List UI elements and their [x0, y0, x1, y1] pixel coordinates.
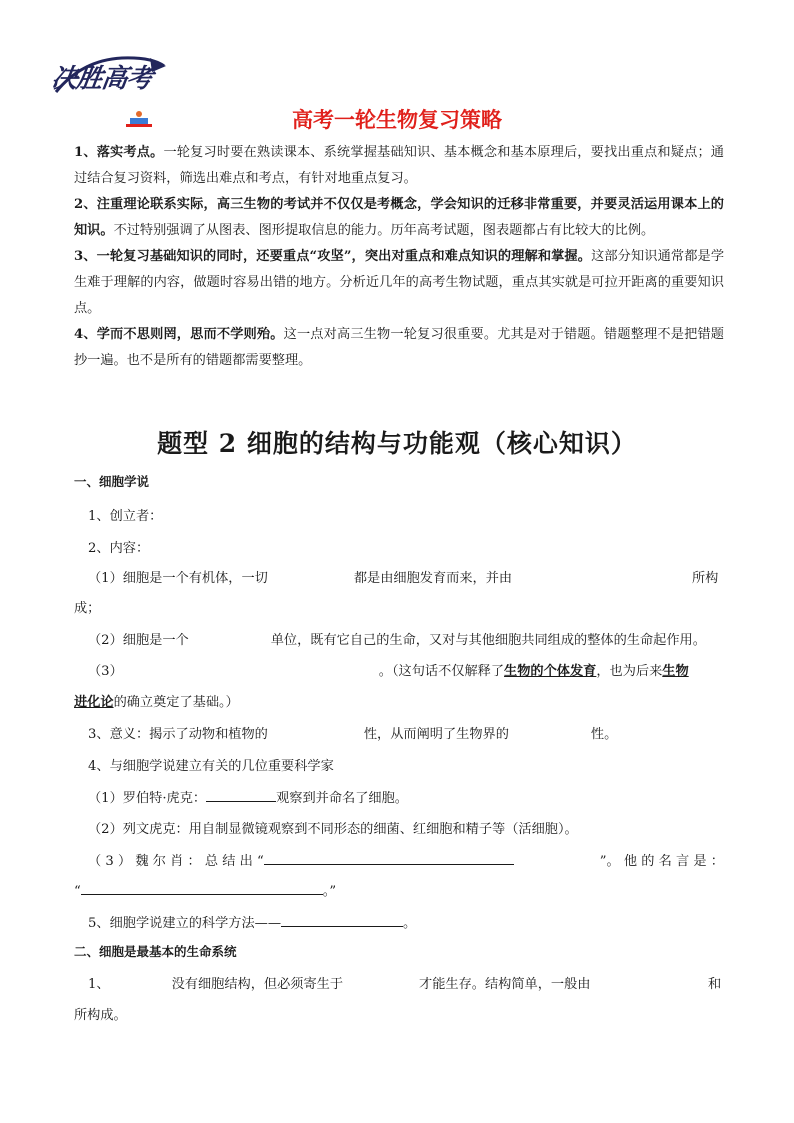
- content-line: 2、内容：: [88, 541, 150, 556]
- page-title: 高考一轮生物复习策略: [292, 108, 502, 132]
- text-fragment: 1、: [88, 977, 110, 992]
- blank-line: [81, 880, 323, 895]
- scientist-hooke: [88, 787, 408, 806]
- blank-line: [264, 850, 514, 865]
- strategy-list: [74, 140, 724, 374]
- text-fragment: （3）: [88, 664, 123, 679]
- text-fragment: 没有细胞结构，但必须寄生于: [171, 977, 344, 992]
- emphasis-text: 进化论: [74, 695, 114, 710]
- content-item-2: [88, 629, 706, 648]
- content-item-3: [88, 660, 689, 679]
- text-fragment: 观察到并命名了细胞。: [276, 791, 408, 806]
- strategy-body: 一轮复习时要在熟读课本、系统掌握基础知识、基本概念和基本原理后，要找出重点和疑点；通过结合复习资料，筛选出难点和考点，有针对地重点复习。: [74, 145, 724, 186]
- text-fragment: 3、意义：揭示了动物和植物的: [88, 727, 268, 742]
- strategy-lead: 3、一轮复习基础知识的同时，还要重点“攻坚”，突出对重点和难点知识的理解和掌握。: [74, 249, 592, 264]
- content-item-1-tail: 成；: [74, 601, 101, 616]
- strategy-body: 这一点对高三生物一轮复习很重要。尤其是对于错题。错题整理不是把错题抄一遍。也不是所有的错题都需要整理。: [74, 327, 724, 368]
- strategy-lead: 4、学而不思则罔，思而不学则殆。: [74, 327, 284, 342]
- meaning-line: [88, 723, 617, 742]
- text-fragment: 5、细胞学说建立的科学方法——: [88, 916, 282, 931]
- scientist-virchow: [88, 850, 724, 869]
- text-fragment: 才能生存。结构简单，一般由: [419, 977, 591, 992]
- strategy-item: [74, 244, 724, 322]
- logo-text: 决胜高考: [49, 64, 154, 94]
- text-fragment: （1）细胞是一个有机体，一切: [88, 571, 268, 586]
- text-fragment: 。”: [322, 884, 337, 899]
- text-fragment: （1）罗伯特·虎克：: [88, 791, 207, 806]
- blank-line: [206, 787, 276, 802]
- text-fragment: 性。: [590, 727, 618, 742]
- virus-line-end: 和: [708, 977, 722, 992]
- section-heading: 题型 2 细胞的结构与功能观（核心知识）: [157, 429, 637, 458]
- strategy-item: [74, 192, 724, 244]
- virus-line-tail: 所构成。: [74, 1008, 127, 1023]
- section-title-life-system: 二、细胞是最基本的生命系统: [74, 944, 237, 959]
- strategy-lead: 1、落实考点。: [74, 145, 164, 160]
- strategy-item: [74, 140, 724, 192]
- strategy-item: [74, 322, 724, 374]
- method-line: [88, 912, 416, 931]
- section-title-cell-theory: 一、细胞学说: [74, 474, 150, 489]
- text-fragment: ，也为后来: [596, 664, 663, 679]
- emphasis-text: 生物的个体发育: [504, 664, 597, 679]
- text-fragment: 。（这句话不仅解释了: [378, 664, 505, 679]
- strategy-body: 不过特别强调了从图表、图形提取信息的能力。历年高考试题，图表题都占有比较大的比例。: [113, 223, 655, 238]
- strategy-lead: 2、注重理论联系实际，高三生物的考试并不仅仅是考概念，学会知识的迁移非常重要，并要灵活运用课本上的知识。: [74, 197, 724, 238]
- text-fragment: ”。 他 的 名 言 是 ：: [599, 854, 724, 869]
- scientists-line: 4、与细胞学说建立有关的几位重要科学家: [88, 759, 334, 774]
- blank-line: [281, 912, 403, 927]
- scientist-leeuwenhoek: （2）列文虎克：用自制显微镜观察到不同形态的细菌、红细胞和精子等（活细胞）。: [88, 822, 578, 837]
- content-item-1: [88, 567, 512, 586]
- content-item-3-tail: [74, 691, 239, 710]
- text-fragment: （2）细胞是一个: [88, 633, 189, 648]
- text-fragment: 的确立奠定了基础。）: [113, 695, 239, 710]
- text-fragment: 。: [403, 916, 417, 931]
- virus-line: [88, 973, 590, 992]
- text-fragment: 性，从而阐明了生物界的: [363, 727, 509, 742]
- emphasis-text: 生物: [662, 664, 689, 679]
- text-fragment: 单位，既有它自己的生命，又对与其他细胞共同组成的整体的生命起作用。: [270, 633, 706, 648]
- virchow-quote: [74, 880, 336, 899]
- text-fragment: “: [74, 884, 81, 899]
- creator-line: 1、创立者：: [88, 509, 163, 524]
- text-fragment: （ 3 ） 魏 尔 肖 ： 总 结 出 “: [88, 854, 264, 869]
- strategy-body: 这部分知识通常都是学生难于理解的内容，做题时容易出错的地方。分析近几年的高考生物试题，重点其实就是可拉开距离的重要知识点。: [74, 249, 725, 316]
- content-item-1-end: 所构: [692, 571, 719, 586]
- text-fragment: 都是由细胞发育而来，并由: [353, 571, 513, 586]
